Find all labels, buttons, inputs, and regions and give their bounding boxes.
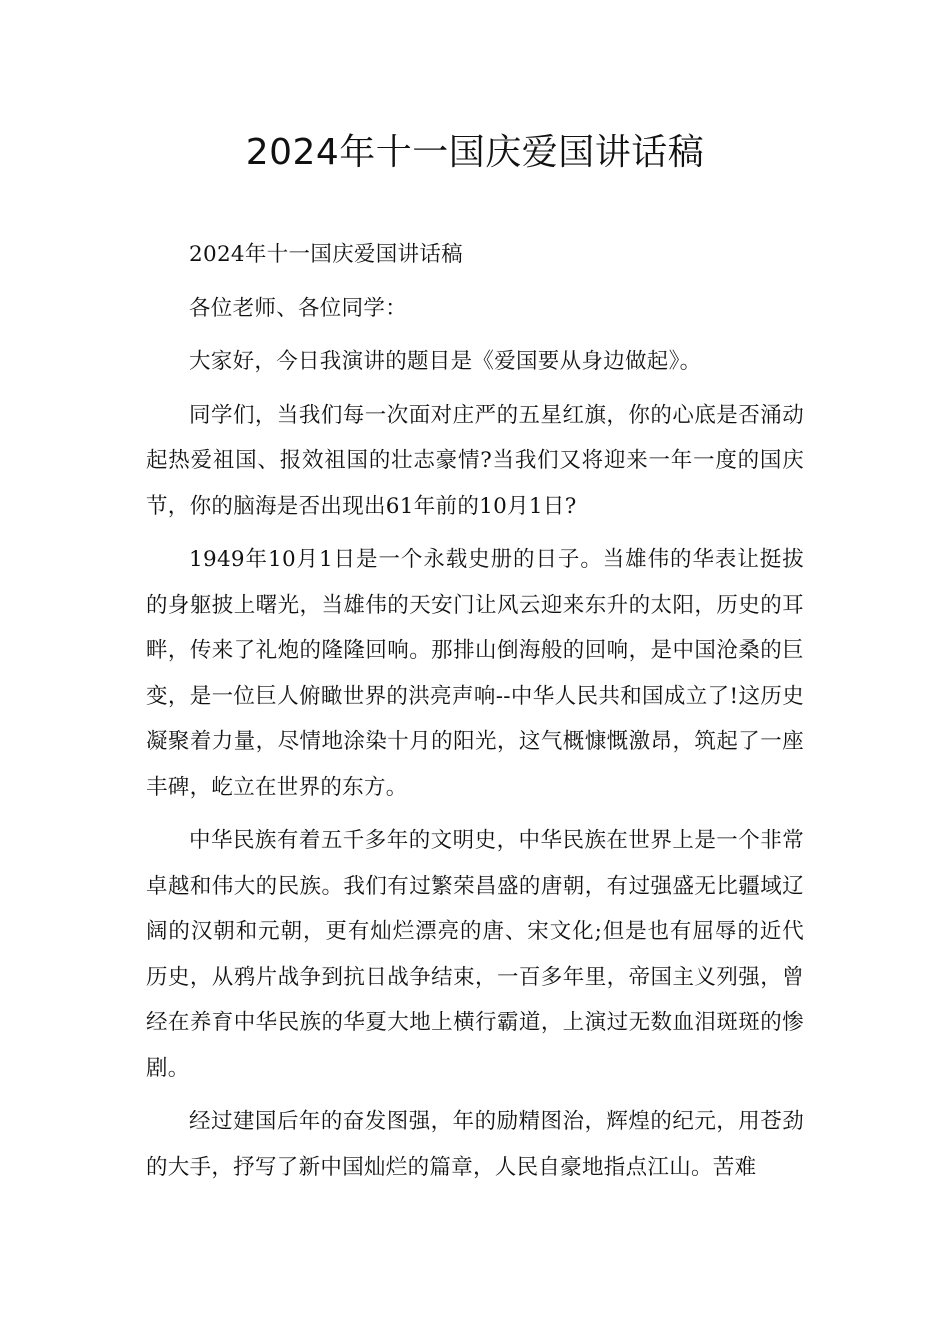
paragraph-body: 经过建国后年的奋发图强，年的励精图治，辉煌的纪元，用苍劲的大手，抒写了新中国灿烂的篇章，人民自豪地指点江山。苦难 xyxy=(146,1109,804,1180)
document-title: 2024年十一国庆爱国讲话稿 xyxy=(245,132,705,173)
paragraph-body: 1949年10月1日是一个永载史册的日子。当雄伟的华表让挺拔的身躯披上曙光，当雄伟的天安门让风云迎来东升的太阳，历史的耳畔，传来了礼炮的隆隆回响。那排山倒海般的回响，是中国沧桑的巨变，是一位巨人俯瞰世界的洪亮声响--中华人民共和国成立了!这历史凝聚着力量，尽情地涂染十月的阳光，这气概慷慨激昂，筑起了一座丰碑，屹立在世界的东方。 xyxy=(146,547,804,800)
document-body xyxy=(146,232,804,1190)
paragraph-greeting: 大家好，今日我演讲的题目是《爱国要从身边做起》。 xyxy=(189,349,702,374)
paragraph-body: 同学们，当我们每一次面对庄严的五星红旗，你的心底是否涌动起热爱祖国、报效祖国的壮志豪情?当我们又将迎来一年一度的国庆节，你的脑海是否出现出61年前的10月1日? xyxy=(146,402,804,519)
paragraph-heading: 2024年十一国庆爱国讲话稿 xyxy=(189,242,463,267)
paragraph-salutation: 各位老师、各位同学： xyxy=(189,295,408,321)
paragraph-body: 中华民族有着五千多年的文明史，中华民族在世界上是一个非常卓越和伟大的民族。我们有过繁荣昌盛的唐朝，有过强盛无比疆域辽阔的汉朝和元朝，更有灿烂漂亮的唐、宋文化;但是也有屈辱的近代历史，从鸦片战争到抗日战争结束，一百多年里，帝国主义列强，曾经在养育中华民族的华夏大地上横行霸道，上演过无数血泪斑斑的惨剧。 xyxy=(146,828,804,1081)
